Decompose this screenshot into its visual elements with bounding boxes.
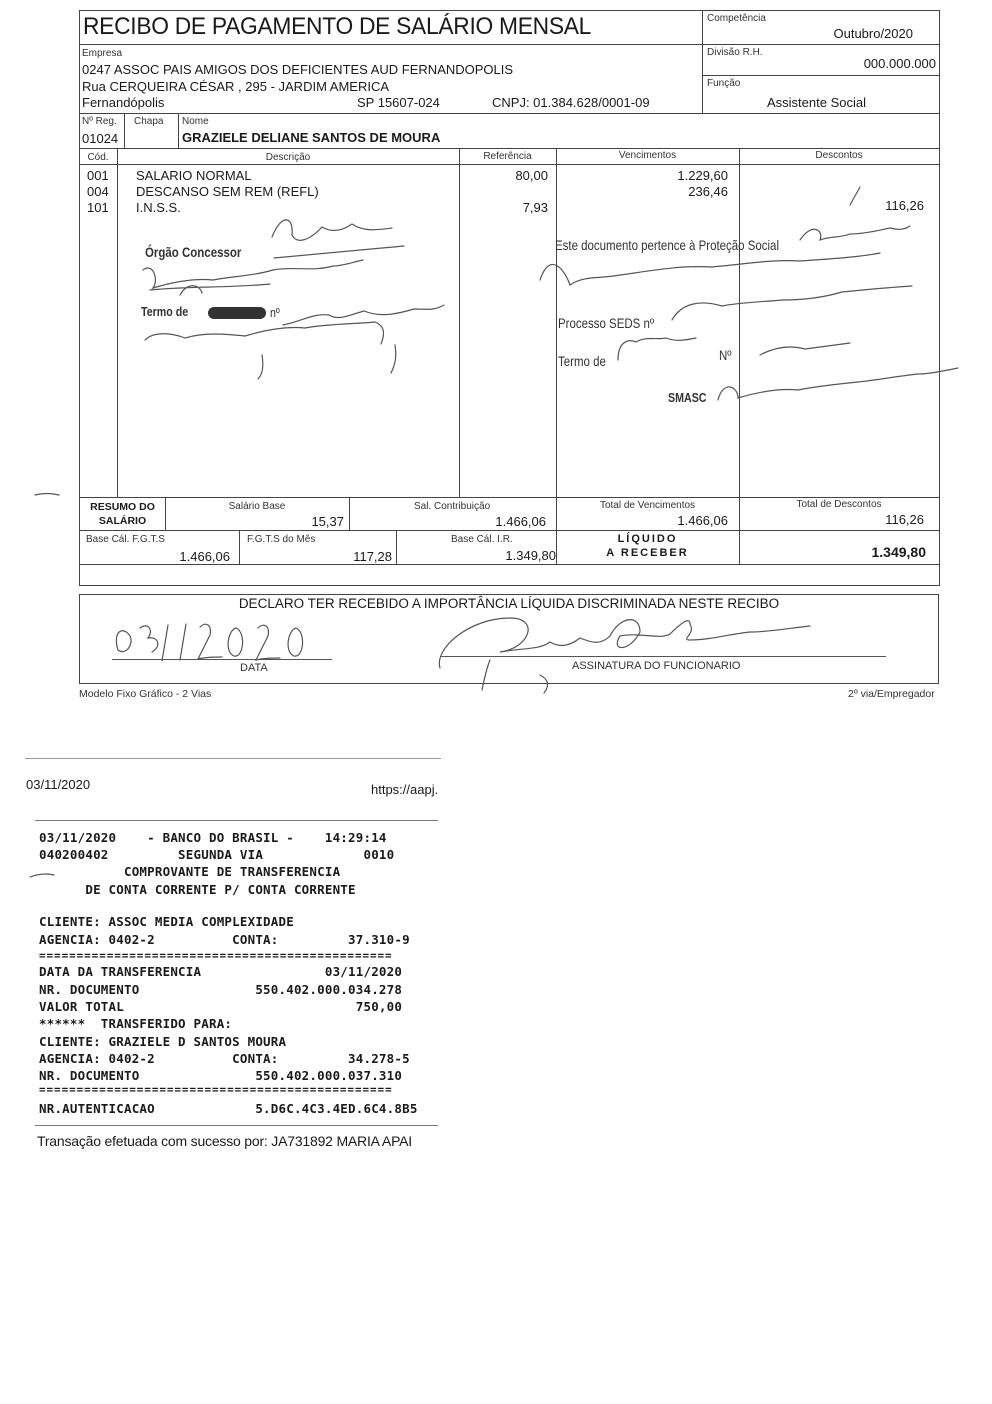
competencia-label: Competência	[707, 13, 766, 24]
item-ref: 80,00	[515, 168, 548, 183]
liquido-value: 1.349,80	[871, 544, 926, 560]
a-receber-label: A RECEBER	[606, 547, 689, 559]
col-line	[556, 148, 557, 497]
row-line	[79, 44, 939, 45]
col-line	[702, 10, 703, 113]
col-line	[739, 148, 740, 497]
bank-line: COMPROVANTE DE TRANSFERENCIA	[39, 864, 341, 879]
bank-line: DE CONTA CORRENTE P/ CONTA CORRENTE	[39, 882, 356, 897]
total-desc-value: 116,26	[885, 512, 924, 527]
liquido-label: LÍQUIDO	[617, 533, 678, 545]
item-desc: DESCANSO SEM REM (REFL)	[136, 184, 319, 199]
bank-line: ****** TRANSFERIDO PARA:	[39, 1016, 233, 1031]
row-line	[702, 75, 939, 76]
total-venc-label: Total de Vencimentos	[599, 500, 696, 511]
row-line	[79, 497, 939, 498]
salario-base-value: 15,37	[311, 514, 344, 529]
receipt-title: RECIBO DE PAGAMENTO DE SALÁRIO MENSAL	[83, 13, 592, 40]
empresa-name: 0247 ASSOC PAIS AMIGOS DOS DEFICIENTES AUD FERNANDOPOLIS	[82, 62, 514, 77]
bank-line: 040200402 SEGUNDA VIA 0010	[39, 847, 395, 862]
stamp-orgao-label: Órgão Concessor	[145, 244, 242, 260]
stamp-termo-label: Termo de	[558, 353, 606, 369]
bank-bottom-line	[35, 1125, 438, 1126]
bank-line: NR. DOCUMENTO 550.402.000.034.278	[39, 982, 403, 997]
divisao-label: Divisão R.H.	[707, 47, 763, 58]
col-descontos-header: Descontos	[815, 150, 863, 161]
col-referencia-header: Referência	[483, 151, 532, 162]
bank-separator: ===============================================	[39, 949, 393, 962]
col-line	[117, 148, 118, 497]
base-ir-value: 1.349,80	[505, 548, 556, 563]
signature-label: ASSINATURA DO FUNCIONARIO	[572, 660, 741, 672]
row-line	[79, 564, 939, 565]
item-descontos: 116,26	[885, 198, 924, 213]
competencia-value: Outubro/2020	[833, 26, 913, 41]
bank-line: NR. DOCUMENTO 550.402.000.037.310	[39, 1068, 403, 1083]
total-desc-label: Total de Descontos	[796, 499, 882, 510]
empresa-label: Empresa	[82, 48, 123, 59]
fgts-mes-value: 117,28	[353, 549, 392, 564]
sal-contrib-value: 1.466,06	[495, 514, 546, 529]
col-cod-header: Cód.	[87, 152, 109, 163]
stamp-processo-label: Processo SEDS nº	[558, 315, 655, 331]
fgts-mes-label: F.G.T.S do Mês	[247, 534, 316, 545]
sal-contrib-label: Sal. Contribuição	[414, 501, 491, 512]
base-fgts-value: 1.466,06	[179, 549, 230, 564]
bank-line: 03/11/2020 - BANCO DO BRASIL - 14:29:14	[39, 830, 387, 845]
bank-line: AGENCIA: 0402-2 CONTA: 34.278-5	[39, 1051, 410, 1066]
salario-base-label: Salário Base	[228, 501, 286, 512]
resumo-label: RESUMO DO SALÁRIO	[90, 501, 155, 527]
col-vencimentos-header: Vencimentos	[618, 150, 677, 161]
col-line	[349, 497, 350, 530]
item-cod: 004	[87, 184, 109, 199]
bank-line: NR.AUTENTICACAO 5.D6C.4C3.4ED.6C4.8B5	[39, 1101, 418, 1116]
bank-line: DATA DA TRANSFERENCIA 03/11/2020	[39, 964, 403, 979]
col-descricao-header: Descrição	[265, 152, 311, 163]
date-label: DATA	[240, 662, 268, 674]
item-cod: 001	[87, 168, 109, 183]
item-cod: 101	[87, 200, 109, 215]
bank-line: CLIENTE: ASSOC MEDIA COMPLEXIDADE	[39, 914, 294, 929]
total-venc-value: 1.466,06	[677, 513, 728, 528]
empresa-uf-cep: SP 15607-024	[357, 95, 440, 110]
print-date: 03/11/2020	[26, 777, 91, 792]
redaction-mark	[208, 307, 266, 319]
item-ref: 7,93	[522, 200, 548, 215]
col-line	[396, 530, 397, 564]
base-ir-label: Base Cál. I.R.	[451, 534, 513, 545]
chapa-label: Chapa	[134, 116, 164, 127]
modelo-text: Modelo Fixo Gráfico - 2 Vias	[79, 688, 212, 700]
row-line	[79, 113, 939, 114]
empresa-cnpj: CNPJ: 01.384.628/0001-09	[492, 95, 650, 110]
bank-footer: Transação efetuada com sucesso por: JA731892 MARIA APAI	[37, 1133, 412, 1149]
frame-right	[939, 10, 940, 586]
bank-top-line	[35, 820, 438, 821]
bank-separator: ===============================================	[39, 1083, 393, 1096]
stamp-protecao-line: Este documento pertence à Proteção Social	[555, 237, 780, 253]
divisao-value: 000.000.000	[863, 56, 936, 71]
nome-label: Nome	[182, 116, 209, 127]
base-fgts-label: Base Cál. F.G.T.S	[86, 534, 165, 545]
row-line	[79, 164, 939, 165]
bank-line: AGENCIA: 0402-2 CONTA: 37.310-9	[39, 932, 410, 947]
bank-line: CLIENTE: GRAZIELE D SANTOS MOURA	[39, 1034, 287, 1049]
declaration-text: DECLARO TER RECEBIDO A IMPORTÂNCIA LÍQUIDA DISCRIMINADA NESTE RECIBO	[238, 596, 780, 611]
empresa-address: Rua CERQUEIRA CÉSAR , 295 - JARDIM AMERICA	[82, 79, 390, 94]
print-url: https://aapj.	[371, 782, 439, 797]
frame-top	[79, 10, 939, 11]
col-line	[178, 113, 179, 148]
funcao-value: Assistente Social	[767, 95, 866, 110]
stamp-termo-no: nº	[270, 305, 280, 320]
item-desc: SALARIO NORMAL	[136, 168, 252, 183]
bank-line: VALOR TOTAL 750,00	[39, 999, 403, 1014]
reg-value: 01024	[82, 131, 119, 146]
cut-line	[25, 758, 441, 759]
stamp-termo-label: Termo de	[141, 304, 189, 319]
col-line	[459, 148, 460, 497]
row-line	[79, 148, 939, 149]
row-line	[79, 585, 939, 586]
row-line	[79, 530, 939, 531]
stamp-smasc-label: SMASC	[668, 390, 707, 405]
empresa-city: Fernandópolis	[82, 95, 165, 110]
stamp-termo-no: Nº	[719, 347, 732, 363]
funcao-label: Função	[707, 78, 741, 89]
reg-label: Nº Reg.	[82, 116, 117, 127]
item-venc: 236,46	[688, 184, 728, 199]
via-text: 2º via/Empregador	[848, 688, 935, 700]
col-line	[124, 113, 125, 148]
date-line	[112, 659, 332, 660]
item-desc: I.N.S.S.	[136, 200, 181, 215]
item-venc: 1.229,60	[677, 168, 728, 183]
signature-line	[440, 656, 886, 657]
nome-value: GRAZIELE DELIANE SANTOS DE MOURA	[182, 130, 441, 145]
col-line	[239, 530, 240, 564]
